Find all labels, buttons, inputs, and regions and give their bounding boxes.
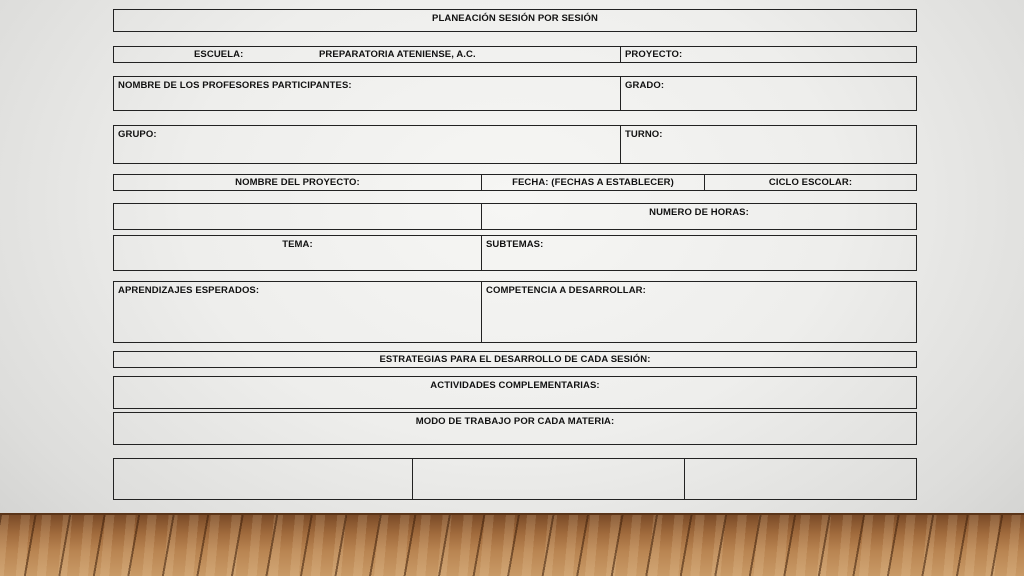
modo-row (113, 412, 917, 445)
escuela-row (113, 46, 917, 63)
title-row (113, 9, 917, 32)
turno-cell[interactable] (620, 126, 916, 163)
grado-label: GRADO: (625, 80, 665, 91)
actividades-row (113, 376, 917, 409)
profesores-cell[interactable] (114, 77, 620, 110)
tema-cell[interactable] (114, 236, 481, 270)
actividades-label: ACTIVIDADES COMPLEMENTARIAS: (430, 380, 600, 391)
estrategias-row (113, 351, 917, 368)
grupo-row (113, 125, 917, 164)
competencia-label: COMPETENCIA A DESARROLLAR: (486, 285, 646, 296)
ciclo-label: CICLO ESCOLAR: (768, 177, 853, 188)
bottom-cell-1[interactable] (114, 459, 412, 499)
ciclo-cell[interactable] (704, 175, 916, 190)
modo-label: MODO DE TRABAJO POR CADA MATERIA: (415, 416, 615, 427)
escuela-label: ESCUELA: (194, 49, 244, 60)
profesores-row (113, 76, 917, 111)
form-title: PLANEACIÓN SESIÓN POR SESIÓN (432, 13, 598, 24)
nombre-proyecto-label: NOMBRE DEL PROYECTO: (235, 177, 360, 188)
fecha-cell[interactable] (481, 175, 704, 190)
horas-cell[interactable] (481, 204, 916, 229)
horas-label: NUMERO DE HORAS: (649, 207, 749, 218)
horas-row (113, 203, 917, 230)
bottom-cell-3[interactable] (684, 459, 916, 499)
turno-label: TURNO: (625, 129, 663, 140)
actividades-cell[interactable] (114, 377, 916, 408)
aprendizajes-row (113, 281, 917, 343)
escuela-value: PREPARATORIA ATENIENSE, A.C. (319, 49, 476, 60)
fecha-label: FECHA: (FECHAS A ESTABLECER) (512, 177, 674, 188)
tema-label: TEMA: (282, 239, 313, 250)
subtemas-label: SUBTEMAS: (486, 239, 544, 250)
estrategias-cell[interactable] (114, 352, 916, 367)
competencia-cell[interactable] (481, 282, 916, 342)
aprendizajes-label: APRENDIZAJES ESPERADOS: (118, 285, 260, 296)
grupo-label: GRUPO: (118, 129, 157, 140)
profesores-label: NOMBRE DE LOS PROFESORES PARTICIPANTES: (118, 80, 352, 91)
grado-cell[interactable] (620, 77, 916, 110)
modo-cell[interactable] (114, 413, 916, 444)
nombre-proyecto-cell[interactable] (114, 175, 481, 190)
tema-row (113, 235, 917, 271)
estrategias-label: ESTRATEGIAS PARA EL DESARROLLO DE CADA SESIÓN: (379, 354, 651, 365)
subtemas-cell[interactable] (481, 236, 916, 270)
aprendizajes-cell[interactable] (114, 282, 481, 342)
escuela-cell[interactable] (114, 47, 620, 62)
grupo-cell[interactable] (114, 126, 620, 163)
proyecto-cell[interactable] (620, 47, 916, 62)
proyecto-label: PROYECTO: (625, 49, 683, 60)
blank-cell[interactable] (114, 204, 481, 229)
wooden-floor (0, 515, 1024, 576)
proyecto-info-row (113, 174, 917, 191)
bottom-row (113, 458, 917, 500)
bottom-cell-2[interactable] (412, 459, 684, 499)
